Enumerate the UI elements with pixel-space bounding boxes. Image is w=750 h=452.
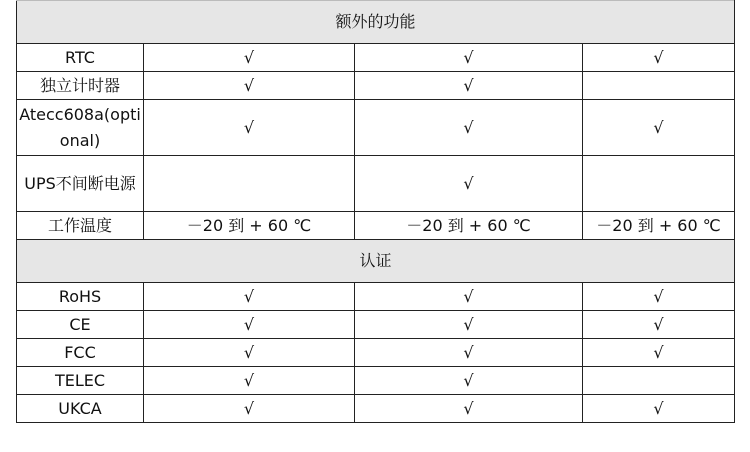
table-row xyxy=(17,100,735,156)
check-icon: √ xyxy=(144,311,355,339)
section-header-certifications xyxy=(17,240,735,283)
table-row xyxy=(17,283,735,311)
check-icon: √ xyxy=(583,44,735,72)
empty-cell xyxy=(144,156,355,212)
check-icon: √ xyxy=(355,311,583,339)
empty-cell xyxy=(583,72,735,100)
check-icon: √ xyxy=(355,395,583,423)
check-icon: √ xyxy=(355,339,583,367)
check-icon: √ xyxy=(355,283,583,311)
table-row xyxy=(17,72,735,100)
check-icon: √ xyxy=(144,72,355,100)
check-icon: √ xyxy=(144,100,355,156)
row-label: 独立计时器 xyxy=(17,72,144,100)
check-icon: √ xyxy=(583,311,735,339)
section-title: 额外的功能 xyxy=(17,1,735,44)
check-icon: √ xyxy=(144,339,355,367)
check-icon: √ xyxy=(144,395,355,423)
table-row xyxy=(17,311,735,339)
check-icon: √ xyxy=(355,72,583,100)
table-row xyxy=(17,156,735,212)
check-icon: √ xyxy=(355,44,583,72)
check-icon: √ xyxy=(583,339,735,367)
check-icon: √ xyxy=(144,44,355,72)
row-label: RoHS xyxy=(17,283,144,311)
row-label: Atecc608a(optional) xyxy=(17,100,144,156)
row-label: TELEC xyxy=(17,367,144,395)
check-icon: √ xyxy=(144,283,355,311)
check-icon: √ xyxy=(355,156,583,212)
empty-cell xyxy=(583,367,735,395)
temperature-range: －20 到 + 60 ℃ xyxy=(355,212,583,240)
check-icon: √ xyxy=(355,367,583,395)
check-icon: √ xyxy=(144,367,355,395)
temperature-range: －20 到 + 60 ℃ xyxy=(144,212,355,240)
table-row xyxy=(17,395,735,423)
temperature-range: －20 到 + 60 ℃ xyxy=(583,212,735,240)
section-header-extra-features xyxy=(17,1,735,44)
spec-table xyxy=(16,0,735,423)
section-title: 认证 xyxy=(17,240,735,283)
check-icon: √ xyxy=(583,100,735,156)
row-label: FCC xyxy=(17,339,144,367)
row-label: RTC xyxy=(17,44,144,72)
empty-cell xyxy=(583,156,735,212)
table-row xyxy=(17,212,735,240)
row-label: UKCA xyxy=(17,395,144,423)
check-icon: √ xyxy=(355,100,583,156)
row-label: CE xyxy=(17,311,144,339)
table-row xyxy=(17,44,735,72)
table-row xyxy=(17,367,735,395)
row-label: UPS不间断电源 xyxy=(17,156,144,212)
check-icon: √ xyxy=(583,283,735,311)
check-icon: √ xyxy=(583,395,735,423)
table-row xyxy=(17,339,735,367)
row-label: 工作温度 xyxy=(17,212,144,240)
